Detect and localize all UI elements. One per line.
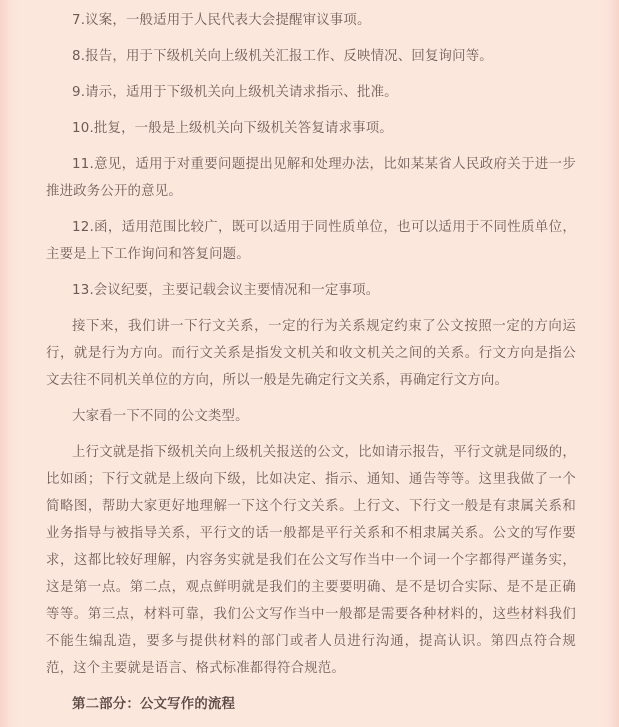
- section-heading: 第二部分：公文写作的流程: [72, 697, 236, 712]
- article-body: [46, 7, 576, 727]
- list-item-12: 12.函，适用范围比较广，既可以适用于同性质单位，也可以适用于不同性质单位，主要是上下工作询问和答复问题。: [46, 220, 576, 262]
- list-item-8: 8.报告，用于下级机关向上级机关汇报工作、反映情况、回复询问等。: [72, 49, 493, 64]
- list-item-13: 13.会议纪要，主要记载会议主要情况和一定事项。: [72, 283, 380, 298]
- paragraph-document-relations: 接下来，我们讲一下行文关系，一定的行为关系规定约束了公文按照一定的方向运行，就是行为方向。而行文关系是指发文机关和收文机关之间的关系。行文方向是指公文去往不同机关单位的方向，所以一般是先确定行文关系，再确定行文方向。: [46, 319, 576, 388]
- list-item-7: 7.议案，一般适用于人民代表大会提醒审议事项。: [72, 13, 371, 28]
- list-item-9: 9.请示，适用于下级机关向上级机关请求指示、批准。: [72, 85, 398, 100]
- paragraph-document-types-intro: 大家看一下不同的公文类型。: [72, 409, 249, 424]
- paragraph-document-directions: 上行文就是指下级机关向上级机关报送的公文，比如请示报告，平行文就是同级的，比如函；下行文就是上级向下级，比如决定、指示、通知、通告等等。这里我做了一个简略图，帮助大家更好地理解一下这个行文关系。上行文、下行文一般是有隶属关系和业务指导与被指导关系，平行文的话一般都是平行关系和不相隶属关系。公文的写作要求，这都比较好理解，内容务实就是我们在公文写作当中一个词一个字都得严谨务实，这是第一点。第二点，观点鲜明就是我们的主要要明确、是不是切合实际、是不是正确等等。第三点，材料可靠，我们公文写作当中一般都是需要各种材料的，这些材料我们不能生编乱造，要多与提供材料的部门或者人员进行沟通，提高认识。第四点符合规范，这个主要就是语言、格式标准都得符合规范。: [46, 445, 576, 676]
- list-item-11: 11.意见，适用于对重要问题提出见解和处理办法，比如某某省人民政府关于进一步推进政务公开的意见。: [46, 157, 576, 199]
- list-item-10: 10.批复，一般是上级机关向下级机关答复请求事项。: [72, 121, 393, 136]
